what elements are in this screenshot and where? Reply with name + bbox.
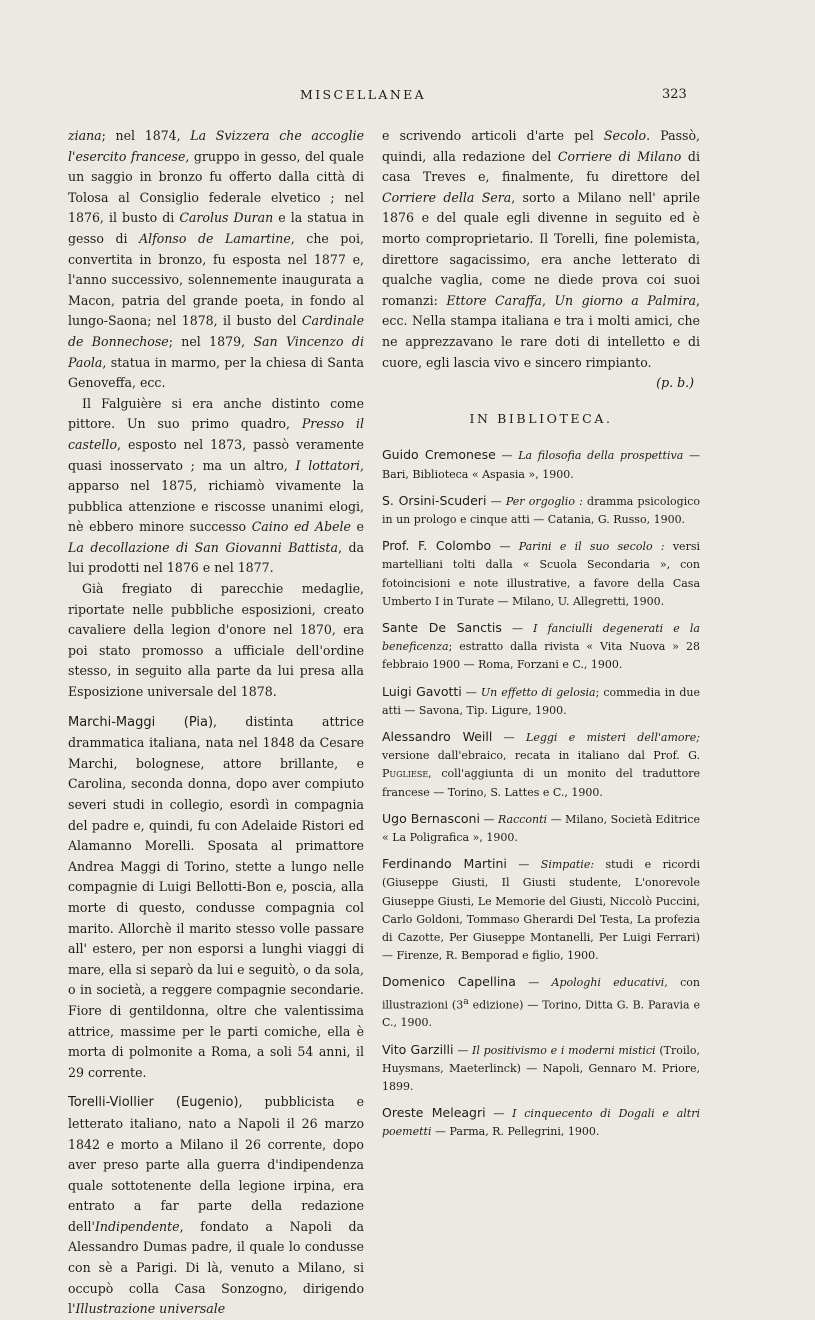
bib-title: Apologhi educativi, [551, 976, 668, 990]
artwork-title: Cardinale de Bonnechose [68, 313, 364, 349]
bib-details: — Bari, Biblioteca « Aspasia », 1900. [382, 449, 700, 481]
obituary-name: Torelli-Viollier (Eugenio) [68, 1095, 239, 1111]
bib-author: Vito Garzilli [382, 1041, 454, 1057]
bibliography-entry [382, 446, 700, 483]
torelli-viollier-obituary [68, 1092, 364, 1320]
bib-separator: — [485, 1107, 513, 1121]
bibliography-entry [382, 683, 700, 720]
body-text: , distinta attrice drammatica italiana, nata nel 1848 da Cesare Marchi, bolognese, attore brillante, e Carolina, seconda donna, dopo aver compiuto severi studi in collegio, esordì in compagnia del padre e, quindi, fu con Adelaide Ristori ed Alamanno Morelli. Sposata al primattore Andrea Maggi di Torino, stette a lungo nelle compagnie di Luigi Bellotti-Bon e, poscia, alla morte di questo, condusse compagnia col marito. Allorchè il marito stesso volle passare all' estero, per non esporsi a lunghi viaggi di mare, ella si separò da lui e seguitò, o da sola, o in società, a reggere compagnie secondarie. Fiore di gentildonna, oltre che valentissima attrice, massime per le parti comiche, ella è morta di polmonite a Roma, a soli 54 anni, il 29 corrente. [68, 713, 364, 1080]
bib-author: Prof. F. Colombo [382, 538, 492, 554]
bibliography-entry [382, 810, 700, 847]
bib-details: ; commedia in due atti — Savona, Tip. Ligure, 1900. [382, 685, 700, 717]
obituary-name: Marchi-Maggi (Pia) [68, 714, 214, 730]
bib-author: S. Orsini-Scuderi [382, 492, 487, 508]
body-text: , sorto a Milano nell' aprile 1876 e del quale egli divenne in seguito ed è morto comproprietario. Il Torelli, fine polemista, direttore sagacissimo, era anche letterato di qualche vaglia, come ne diede prova coi suoi romanzi: [382, 189, 700, 308]
body-text: , gruppo in gesso, del quale un saggio in bronzo fu offerto dalla città di Tolosa al Consiglio federale elvetico ; nel 1876, il busto di [68, 148, 364, 226]
publication-title: Corriere di Milano [557, 148, 682, 164]
bib-author: Oreste Meleagri [382, 1105, 486, 1121]
bib-author: Luigi Gavotti [382, 683, 462, 699]
body-text: e [350, 519, 364, 535]
publication-title: Corriere della Sera [382, 189, 512, 205]
running-title: MISCELLANEA [300, 87, 427, 102]
bib-title: Parini e il suo secolo : [518, 540, 665, 554]
bib-author: Sante De Sanctis [382, 619, 502, 635]
page-number: 323 [662, 87, 687, 102]
body-text: e la statua in gesso di [68, 210, 365, 246]
torelli-continuation-paragraph [382, 126, 700, 373]
publication-title: Secolo [603, 128, 647, 143]
bib-title: La filosofia della prospettiva [518, 449, 684, 463]
bib-author: Guido Cremonese [382, 447, 496, 463]
bib-title: Racconti [497, 812, 548, 826]
body-text: ; nel 1879, [168, 333, 254, 349]
body-text: ; nel 1874, [101, 128, 191, 143]
bibliography-entry [382, 492, 700, 529]
bib-details: studi e ricordi (Giuseppe Giusti, Il Giusti studente, L'onorevole Giuseppe Giusti, Le Memorie del Giusti, Niccolò Puccini, Carlo Goldoni, Tommaso Gherardi Del Testa, La profezia di Cazotte, Per Giuseppe Montanelli, Per Luigi Ferrari) — Firenze, R. Bemporad e figlio, 1900. [382, 858, 700, 963]
section-title: IN BIBLIOTECA. [469, 410, 613, 426]
artwork-title: Caino ed Abele [251, 519, 351, 535]
bib-title: I cinquecento di Dogali e altri poemetti [382, 1107, 700, 1139]
body-text: , ecc. Nella stampa italiana e tra i molti amici, che ne apprezzavano le rare doti di intelletto e di cuore, egli lascia vivo e sincero rimpianto. [382, 292, 700, 370]
body-text: . Passò, quindi, alla redazione del [382, 128, 701, 164]
body-text: , [541, 292, 555, 308]
bib-title: Per orgoglio : [505, 494, 583, 508]
bib-separator: — [491, 540, 519, 554]
falguiere-painter-paragraph [68, 394, 364, 579]
artwork-title: Alfonso de Lamartine [139, 230, 291, 246]
bib-smallcaps: Pugliese [382, 767, 429, 781]
body-text: , apparso nel 1875, richiamò vivamente la pubblica attenzione e riscosse unanimi elogi, nè ebbero minore successo [68, 457, 364, 535]
bib-details: (Troilo, Huysmans, Maeterlinck) — Napoli, Gennaro M. Priore, 1899. [382, 1043, 701, 1094]
publication-title: Illustrazione universale [75, 1301, 226, 1317]
bib-title: Un effetto di gelosia [480, 685, 596, 699]
bib-details: , coll'aggiunta di un monito del traduttore francese — Torino, S. Lattes e C., 1900. [382, 767, 700, 799]
artwork-title: La Svizzera che accoglie l'esercito francese [68, 128, 364, 164]
author-signature: (p. b.) [656, 375, 694, 391]
bibliography-entry [382, 1104, 700, 1141]
bib-author: Ugo Bernasconi [382, 810, 480, 826]
bib-details: con illustrazioni (3 [382, 976, 700, 1012]
bib-author: Ferdinando Martini [382, 856, 507, 872]
artwork-title: Presso il castello [68, 416, 365, 452]
italic-text: ziana [68, 128, 102, 143]
bib-separator: — [506, 858, 541, 872]
bib-details: versi martelliani tolti dalla « Scuola Secondaria », con fotoincisioni e note illustrative, a favore della Casa Umberto I in Turate — Milano, U. Allegretti, 1900. [382, 540, 700, 608]
falguiere-honors-paragraph: Già fregiato di parecchie medaglie, riportate nelle pubbliche esposizioni, creato cavaliere della legion d'onore nel 1870, era poi stato promosso a ufficiale dell'ordine stesso, in seguito alla parte da lui presa alla Esposizione universale del 1878. [68, 581, 364, 700]
bib-separator: — [501, 621, 534, 635]
body-text: , statua in marmo, per la chiesa di Santa Genoveffa, ecc. [68, 354, 364, 391]
body-text: , esposto nel 1873, passò veramente quasi inosservato ; ma un altro, [68, 436, 364, 473]
bib-separator: — [453, 1043, 473, 1057]
publication-title: Indipendente [94, 1218, 180, 1234]
artwork-title: La decollazione di San Giovanni Battista [68, 539, 338, 555]
bib-separator: — [461, 685, 481, 699]
novel-title: Un giorno a Palmira [554, 292, 696, 308]
body-text: Il Falguière si era anche distinto come pittore. Un suo primo quadro, [68, 395, 364, 432]
bib-author: Alessandro Weill [382, 728, 493, 744]
bibliography-entry [382, 973, 700, 1032]
body-text: , che poi, convertita in bronzo, fu esposta nel 1877 e, l'anno successivo, solennemente inaugurata a Macon, patria del grande poeta, in fondo al lungo-Saona; nel 1878, il busto del [68, 230, 364, 329]
bibliography-entry [382, 619, 700, 675]
body-text: , pubblicista e letterato italiano, nato a Napoli il 26 marzo 1842 e morto a Milano il 26 corrente, dopo aver preso parte alla guerra d'indipendenza quale sottotenente della legione irpina, era entrato a far parte della redazione dell' [68, 1094, 364, 1234]
body-text: , da lui prodotti nel 1876 e nel 1877. [68, 539, 364, 576]
bibliography-list [382, 446, 700, 1141]
body-text: e scrivendo articoli d'arte pel [382, 128, 604, 143]
bib-separator: — [486, 494, 506, 508]
bib-title: Simpatie: [540, 858, 595, 872]
marchi-maggi-obituary [68, 712, 364, 1084]
bibliography-entry [382, 1041, 700, 1097]
bib-author: Domenico Capellina [382, 974, 516, 990]
right-column [382, 126, 700, 1150]
bibliography-entry [382, 855, 700, 965]
bib-details: versione dall'ebraico, recata in italiano dal Prof. G. [382, 749, 700, 763]
bib-separator: — [479, 812, 498, 826]
bib-details: dramma psicologico in un prologo e cinque atti — Catania, G. Russo, 1900. [382, 494, 701, 526]
falguiere-works-paragraph [68, 126, 364, 394]
bib-details: — Parma, R. Pellegrini, 1900. [431, 1125, 600, 1139]
body-text: , fondato a Napoli da Alessandro Dumas padre, il quale lo condusse con sè a Parigi. Di là, venuto a Milano, si occupò colla Casa Sonzogno, dirigendo l' [68, 1218, 364, 1317]
bib-title: Il positivismo e i moderni mistici [472, 1043, 656, 1057]
bibliography-entry [382, 537, 700, 611]
bib-separator: — [492, 730, 527, 744]
page-header [0, 87, 815, 107]
bib-title: I fanciulli degenerati e la beneficenza [382, 621, 700, 654]
bib-superscript: a [463, 995, 469, 1007]
novel-title: Ettore Caraffa [446, 292, 542, 308]
bib-details: ; estratto dalla rivista « Vita Nuova » 28 febbraio 1900 — Roma, Forzani e C., 1900. [382, 640, 700, 672]
bib-separator: — [515, 976, 552, 990]
artwork-title: I lottatori [295, 457, 360, 473]
bib-details: edizione) — Torino, Ditta G. B. Paravia e C., 1900. [382, 998, 700, 1030]
bib-separator: — [495, 449, 519, 463]
left-column [68, 126, 364, 1320]
bib-details: — Milano, Società Editrice « La Poligrafica », 1900. [382, 812, 700, 844]
bibliography-entry [382, 728, 700, 802]
bib-title: Leggi e misteri dell'amore; [526, 730, 700, 744]
artwork-title: San Vincenzo di Paola [68, 333, 364, 370]
artwork-title: Carolus Duran [179, 210, 274, 226]
body-text: di casa Treves e, finalmente, fu direttore del [382, 148, 700, 185]
